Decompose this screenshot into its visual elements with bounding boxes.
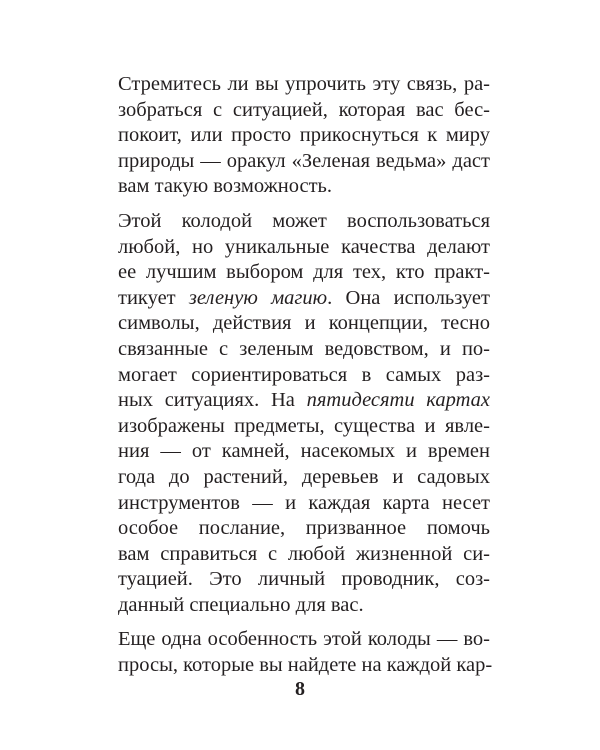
paragraph (118, 627, 493, 678)
page-number: 8 (295, 678, 305, 700)
text-line (118, 653, 493, 679)
italic-text: пятидесяти картах (306, 389, 490, 412)
text-line (118, 209, 490, 235)
text-segment: особое послание, призванное помочь (118, 517, 490, 540)
text-line (118, 123, 490, 149)
text-line (118, 439, 490, 465)
italic-text: зеленую магию (188, 286, 328, 309)
text-line (118, 414, 490, 440)
text-segment: могает сориентироваться в самых раз- (118, 363, 490, 386)
text-line (118, 542, 490, 568)
text-line (118, 286, 490, 312)
text-line (118, 72, 490, 98)
text-segment: инструментов — и каждая карта несет (118, 491, 490, 514)
text-line (118, 174, 490, 200)
text-segment: ных ситуациях. На (118, 389, 307, 412)
text-line (118, 149, 490, 175)
text-segment: . Она использует (327, 286, 490, 309)
text-segment: символы, действия и концепции, тесно (118, 312, 490, 335)
text-line (118, 337, 490, 363)
text-segment: ния — от камней, насекомых и времен (118, 440, 490, 463)
paragraph (118, 209, 490, 619)
text-line (118, 388, 490, 414)
text-segment: вам справиться с любой жизненной си- (118, 542, 490, 565)
text-segment: любой, но уникальные качества делают (118, 235, 490, 258)
text-segment: природы — оракул «Зеленая ведьма» даст (118, 149, 490, 172)
text-segment: тикует (118, 286, 189, 309)
text-line (118, 98, 490, 124)
text-line (118, 235, 490, 261)
text-segment: вам такую возможность. (118, 175, 333, 198)
text-segment: данный специально для вас. (118, 593, 364, 616)
text-line (118, 627, 490, 653)
text-segment: ее лучшим выбором для тех, кто практ- (118, 261, 490, 284)
text-segment: туацией. Это личный проводник, соз- (118, 568, 490, 591)
text-segment: Еще одна особенность этой колоды — во- (118, 628, 490, 651)
text-segment: изображены предметы, существа и явле- (118, 414, 490, 437)
text-segment: просы, которые вы найдете на каждой кар- (118, 654, 493, 677)
text-line (118, 567, 490, 593)
paragraph (118, 72, 490, 200)
text-line (118, 516, 490, 542)
text-segment: покоит, или просто прикоснуться к миру (118, 124, 490, 147)
text-segment: Стремитесь ли вы упрочить эту связь, ра- (118, 73, 490, 95)
text-line (118, 465, 490, 491)
text-line (118, 593, 490, 619)
text-line (118, 260, 490, 286)
text-segment: Этой колодой может воспользоваться (118, 209, 490, 232)
text-line (118, 311, 490, 337)
text-line (118, 363, 490, 389)
text-segment: года до растений, деревьев и садовых (118, 465, 490, 488)
body-text (118, 72, 493, 679)
text-line (118, 491, 490, 517)
text-segment: зобраться с ситуацией, которая вас бес- (118, 98, 490, 121)
text-segment: связанные с зеленым ведовством, и по- (118, 337, 490, 360)
